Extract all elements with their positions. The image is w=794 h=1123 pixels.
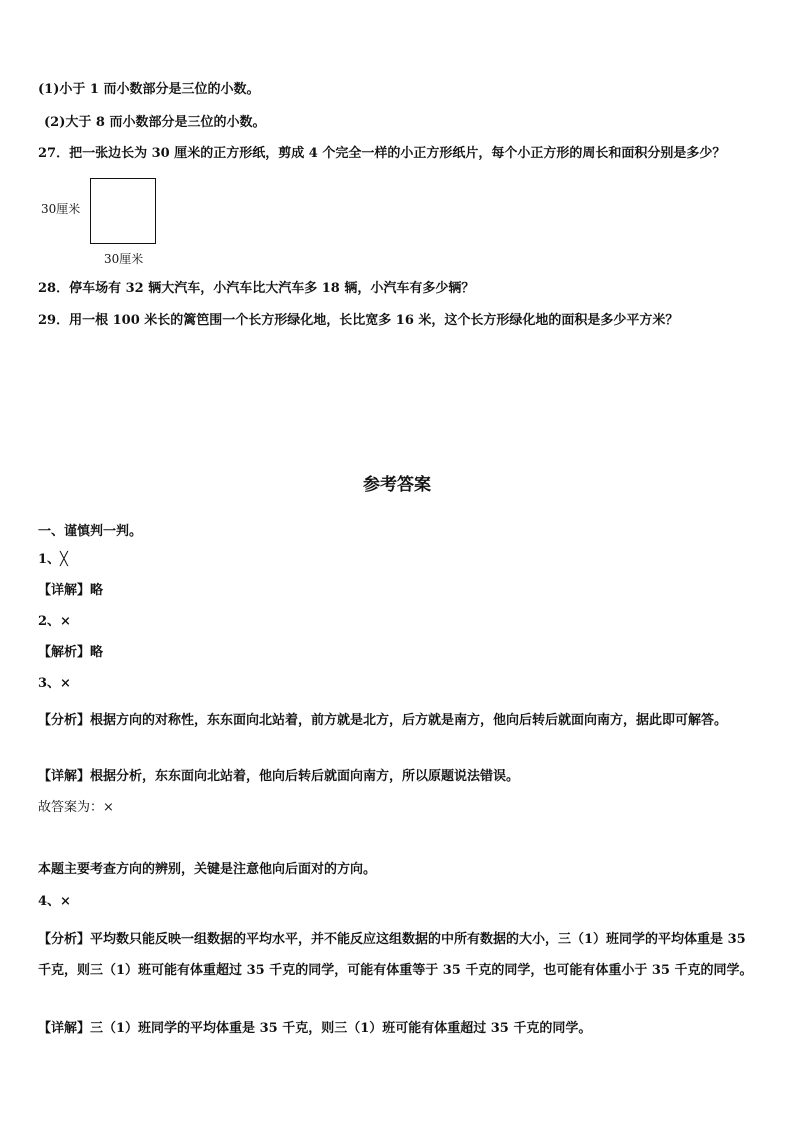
answer-1: 1、╳ [38, 552, 68, 567]
answer-4: 4、× [38, 894, 71, 909]
answer-4-detail: 【详解】三（1）班同学的平均体重是 35 千克，则三（1）班可能有体重超过 35 千克的同学。 [38, 1021, 592, 1036]
question-26-part-1: (1)小于 1 而小数部分是三位的小数。 [38, 82, 260, 97]
question-27: 27．把一张边长为 30 厘米的正方形纸，剪成 4 个完全一样的小正方形纸片，每个小正方形的周长和面积分别是多少？ [38, 146, 726, 161]
answer-3: 3、× [38, 676, 71, 691]
answer-3-conclusion: 故答案为：× [38, 800, 114, 815]
section-1-heading: 一、谨慎判一判。 [38, 524, 143, 539]
answer-3-analysis: 【分析】根据方向的对称性，东东面向北站着，前方就是北方，后方就是南方，他向后转后就面向南方，据此即可解答。 [38, 713, 728, 728]
answer-key-title: 参考答案 [363, 475, 431, 495]
answer-3-detail: 【详解】根据分析，东东面向北站着，他向后转后就面向南方，所以原题说法错误。 [38, 769, 520, 784]
square-figure [90, 178, 156, 244]
answer-2: 2、× [38, 614, 71, 629]
answer-2-detail: 【解析】略 [38, 645, 104, 660]
question-28: 28．停车场有 32 辆大汽车，小汽车比大汽车多 18 辆，小汽车有多少辆？ [38, 281, 475, 296]
square-bottom-label: 30厘米 [104, 252, 144, 266]
question-26-part-2: (2)大于 8 而小数部分是三位的小数。 [44, 115, 266, 130]
answer-4-analysis: 【分析】平均数只能反映一组数据的平均水平，并不能反应这组数据的中所有数据的大小，三（1）班同学的平均体重是 35 千克，则三（1）班可能有体重超过 35 千克的同学，可能有体重等于 35 千克的同学，也可能有体重小于 35 千克的同学。 [38, 932, 753, 978]
question-29: 29．用一根 100 米长的篱笆围一个长方形绿化地，长比宽多 16 米，这个长方形绿化地的面积是多少平方米？ [38, 313, 679, 328]
answer-1-detail: 【详解】略 [38, 583, 104, 598]
answer-3-note: 本题主要考查方向的辨别，关键是注意他向后面对的方向。 [38, 862, 377, 877]
square-side-label: 30厘米 [41, 202, 81, 216]
